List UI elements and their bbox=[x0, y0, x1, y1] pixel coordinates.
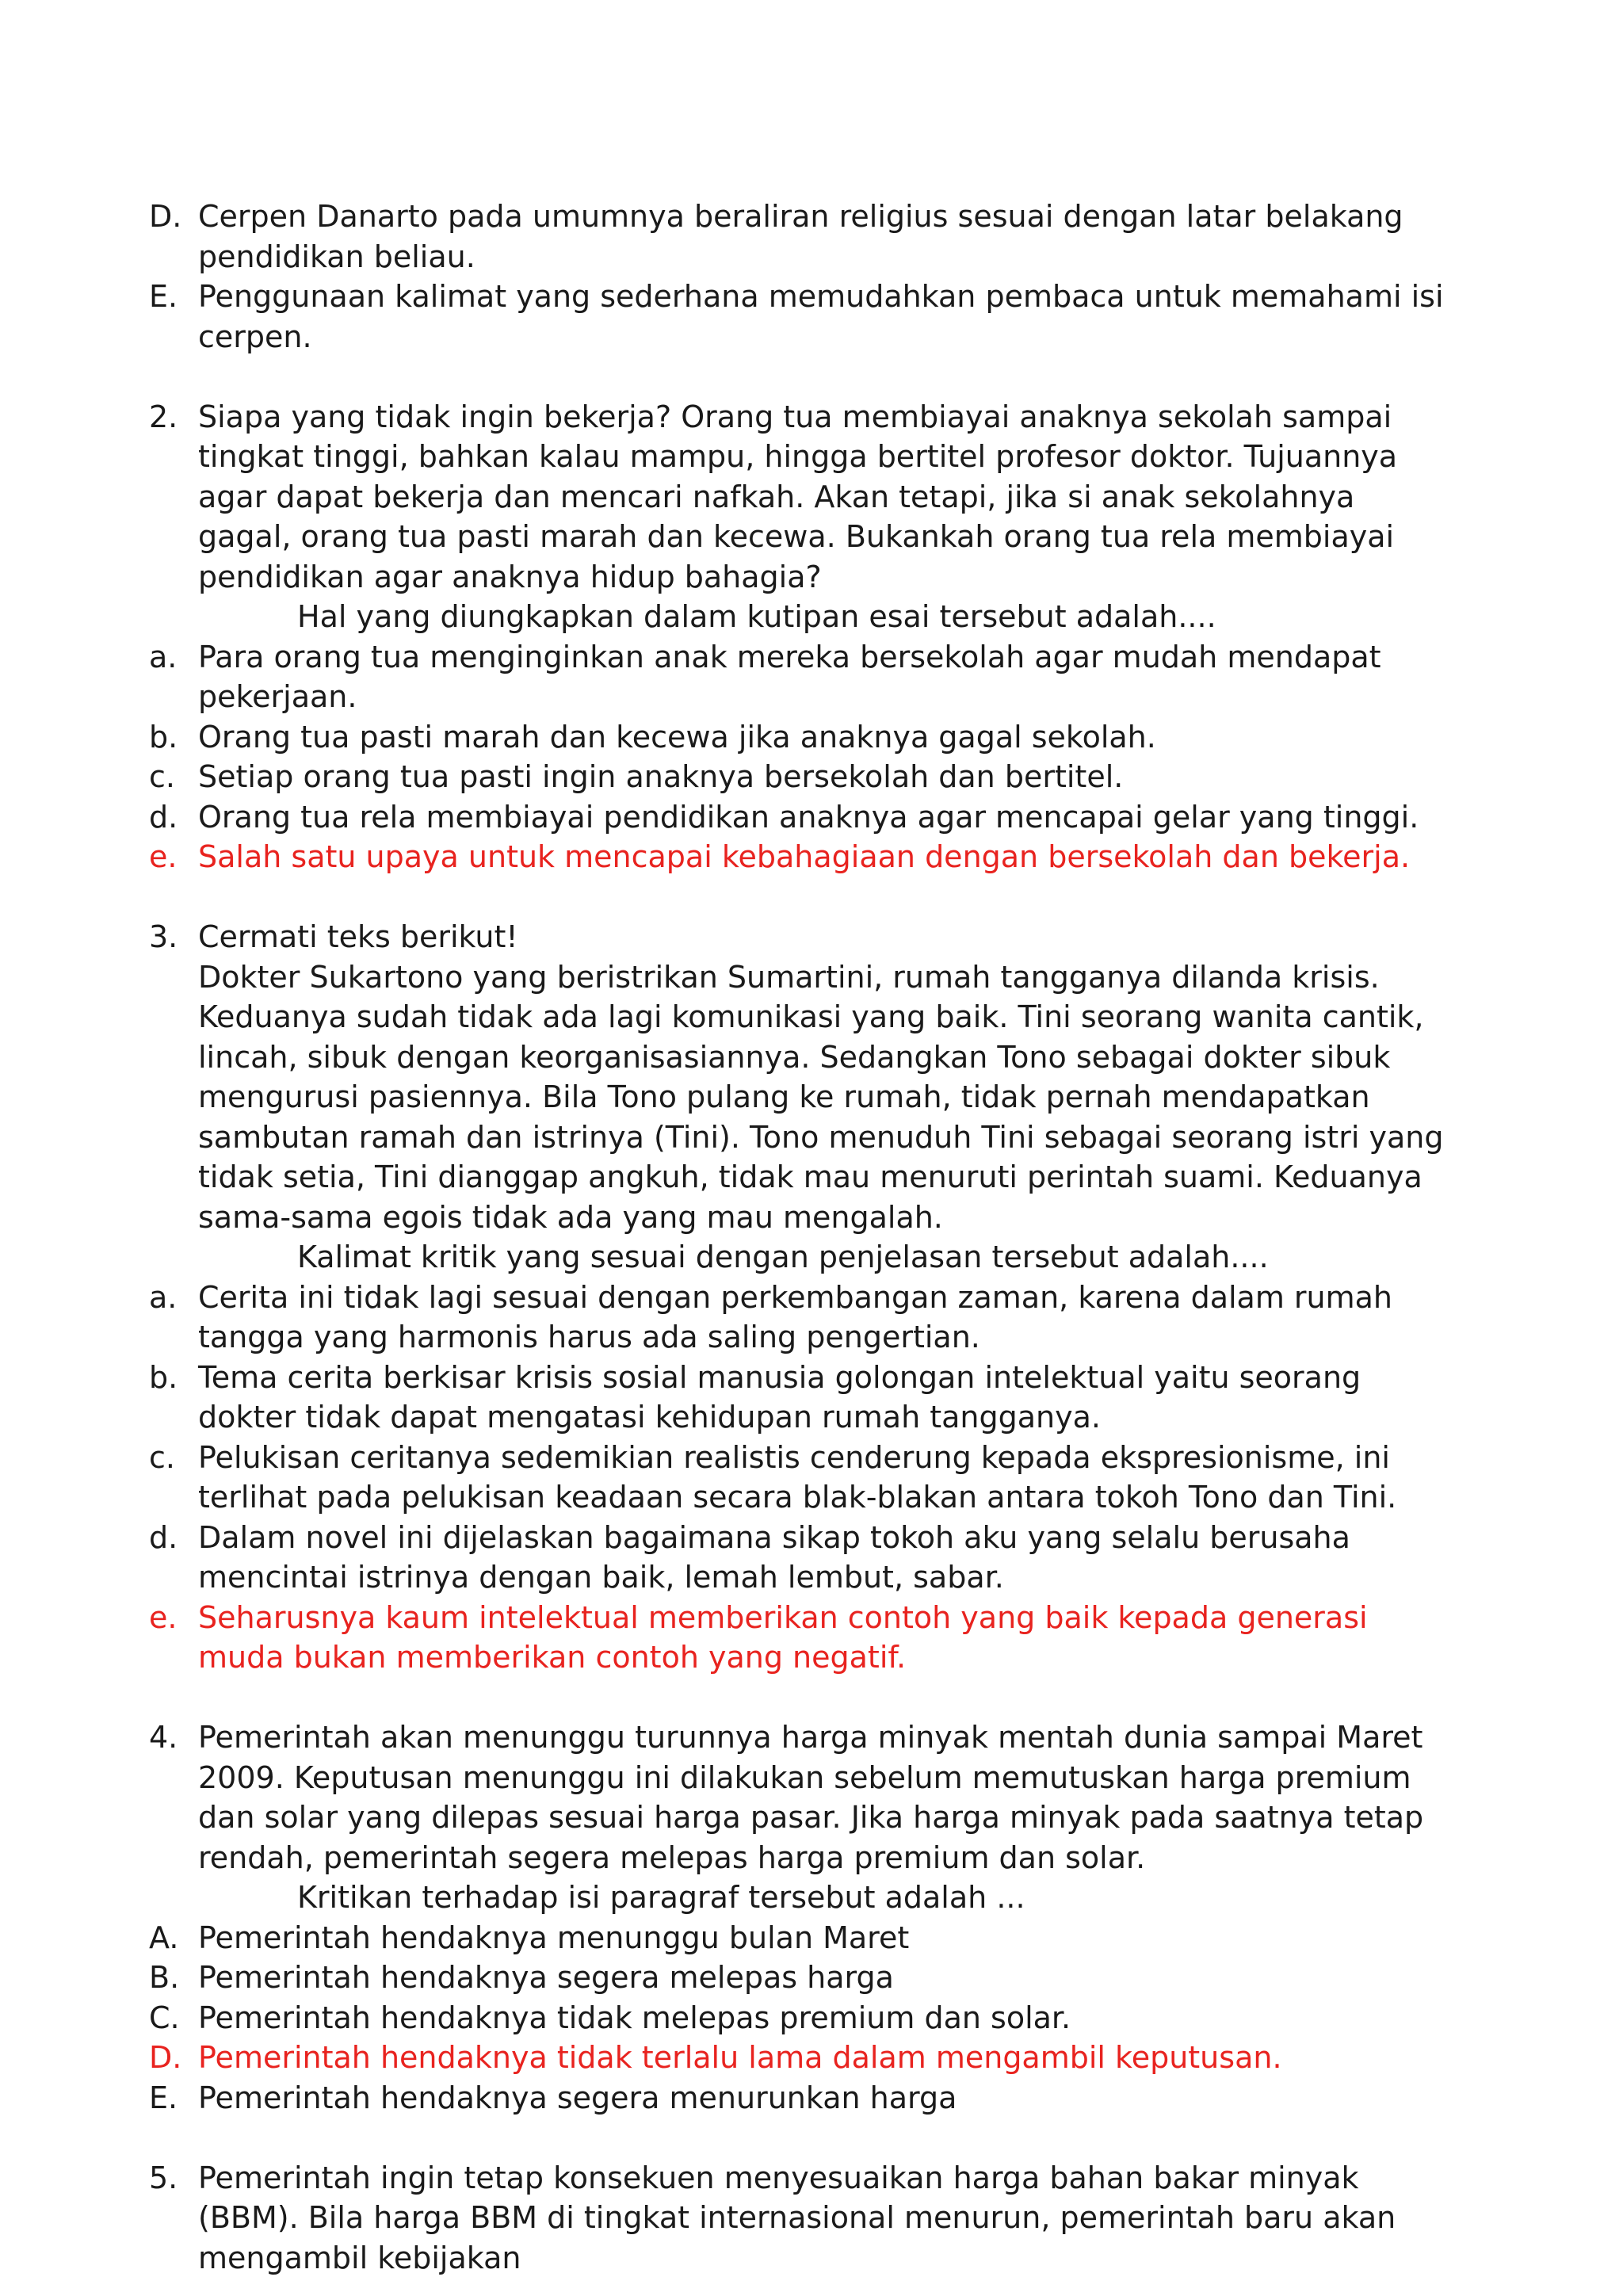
option-text: Pelukisan ceritanya sedemikian realistis cenderung kepada ekspresionisme, ini terlihat pada pelukisan keadaan secara blak-blakan antara tokoh Tono dan Tini. bbox=[198, 1439, 1397, 1515]
option-letter: D. bbox=[149, 199, 182, 234]
option-text: Pemerintah hendaknya menunggu bulan Maret bbox=[198, 1920, 910, 1955]
question-5 bbox=[149, 2158, 1457, 2279]
option-text: Pemerintah hendaknya segera menurunkan harga bbox=[198, 2080, 957, 2115]
correct-option-item bbox=[149, 1598, 1457, 1678]
option-letter: a. bbox=[149, 1279, 178, 1315]
option-text: Salah satu upaya untuk mencapai kebahagiaan dengan bersekolah dan bekerja. bbox=[198, 839, 1411, 874]
question-number: 2. bbox=[149, 399, 178, 434]
option-letter: E. bbox=[149, 279, 178, 314]
question-stem bbox=[149, 1717, 1457, 1918]
question-3 bbox=[149, 917, 1457, 1678]
option-text: Setiap orang tua pasti ingin anaknya bersekolah dan bertitel. bbox=[198, 759, 1124, 794]
top-options bbox=[149, 197, 1457, 357]
option-item bbox=[149, 1518, 1457, 1598]
correct-option-item bbox=[149, 2038, 1457, 2078]
option-letter: C. bbox=[149, 2000, 180, 2035]
question-number: 4. bbox=[149, 1720, 178, 1755]
correct-option-item bbox=[149, 837, 1457, 877]
option-item bbox=[149, 797, 1457, 838]
option-item bbox=[149, 277, 1457, 357]
spacer bbox=[149, 357, 1457, 397]
question-text: Cermati teks berikut! bbox=[198, 919, 518, 954]
spacer bbox=[149, 1678, 1457, 1718]
option-letter: e. bbox=[149, 839, 178, 874]
option-letter: b. bbox=[149, 1359, 178, 1395]
option-letter: A. bbox=[149, 1920, 179, 1955]
option-letter: E. bbox=[149, 2080, 178, 2115]
option-item bbox=[149, 1958, 1457, 1998]
option-text: Penggunaan kalimat yang sederhana memudahkan pembaca untuk memahami isi cerpen. bbox=[198, 279, 1444, 354]
option-item bbox=[149, 2078, 1457, 2118]
question-text: Pemerintah ingin tetap konsekuen menyesuaikan harga bahan bakar minyak (BBM). Bila harga BBM di tingkat internasional menurun, pemerintah baru akan mengambil kebijakan bbox=[198, 2160, 1396, 2275]
question-prompt: Hal yang diungkapkan dalam kutipan esai tersebut adalah.... bbox=[297, 599, 1216, 634]
option-letter: d. bbox=[149, 1519, 178, 1555]
option-item bbox=[149, 1918, 1457, 1958]
option-item bbox=[149, 1278, 1457, 1358]
question-stem bbox=[149, 397, 1457, 637]
option-text: Orang tua pasti marah dan kecewa jika anaknya gagal sekolah. bbox=[198, 719, 1156, 755]
option-text: Dalam novel ini dijelaskan bagaimana sikap tokoh aku yang selalu berusaha mencintai istrinya dengan baik, lemah lembut, sabar. bbox=[198, 1519, 1350, 1595]
spacer bbox=[149, 877, 1457, 918]
option-text: Pemerintah hendaknya tidak melepas premium dan solar. bbox=[198, 2000, 1071, 2035]
option-text: Cerita ini tidak lagi sesuai dengan perkembangan zaman, karena dalam rumah tangga yang harmonis harus ada saling pengertian. bbox=[198, 1279, 1393, 1354]
option-text: Pemerintah hendaknya tidak terlalu lama dalam mengambil keputusan. bbox=[198, 2040, 1282, 2075]
option-text: Cerpen Danarto pada umumnya beraliran religius sesuai dengan latar belakang pendidikan beliau. bbox=[198, 199, 1403, 274]
question-stem bbox=[149, 2158, 1457, 2279]
option-letter: b. bbox=[149, 719, 178, 755]
option-letter: a. bbox=[149, 639, 178, 674]
question-stem bbox=[149, 917, 1457, 1278]
option-item bbox=[149, 1438, 1457, 1518]
question-text: Pemerintah akan menunggu turunnya harga minyak mentah dunia sampai Maret 2009. Keputusan menunggu ini dilakukan sebelum memutuskan harga premium dan solar yang dilepas sesuai harga pasar. Jika harga minyak pada saatnya tetap rendah, pemerintah segera melepas harga premium dan solar. bbox=[198, 1720, 1424, 1875]
option-text: Tema cerita berkisar krisis sosial manusia golongan intelektual yaitu seorang dokter tidak dapat mengatasi kehidupan rumah tangganya. bbox=[198, 1359, 1361, 1435]
document-page bbox=[149, 197, 1457, 2278]
option-text: Seharusnya kaum intelektual memberikan contoh yang baik kepada generasi muda bukan memberikan contoh yang negatif. bbox=[198, 1599, 1368, 1675]
option-letter: B. bbox=[149, 1960, 180, 1995]
option-item bbox=[149, 717, 1457, 758]
option-item bbox=[149, 197, 1457, 277]
question-prompt: Kritikan terhadap isi paragraf tersebut adalah ... bbox=[297, 1880, 1025, 1915]
question-text: Siapa yang tidak ingin bekerja? Orang tua membiayai anaknya sekolah sampai tingkat tinggi, bahkan kalau mampu, hingga bertitel profesor doktor. Tujuannya agar dapat bekerja dan mencari nafkah. Akan tetapi, jika si anak sekolahnya gagal, orang tua pasti marah dan kecewa. Bukankah orang tua rela membiayai pendidikan agar anaknya hidup bahagia? bbox=[198, 399, 1398, 594]
option-item bbox=[149, 1358, 1457, 1438]
option-letter: c. bbox=[149, 1439, 175, 1475]
question-number: 3. bbox=[149, 919, 178, 954]
option-text: Orang tua rela membiayai pendidikan anaknya agar mencapai gelar yang tinggi. bbox=[198, 799, 1419, 835]
option-item bbox=[149, 1998, 1457, 2038]
question-2 bbox=[149, 397, 1457, 877]
question-number: 5. bbox=[149, 2160, 178, 2195]
option-item bbox=[149, 757, 1457, 797]
question-4 bbox=[149, 1717, 1457, 2118]
option-letter: c. bbox=[149, 759, 175, 794]
question-prompt: Kalimat kritik yang sesuai dengan penjelasan tersebut adalah.... bbox=[297, 1240, 1269, 1274]
option-letter: D. bbox=[149, 2040, 182, 2075]
option-text: Pemerintah hendaknya segera melepas harga bbox=[198, 1960, 894, 1995]
option-letter: d. bbox=[149, 799, 178, 835]
question-passage: Dokter Sukartono yang beristrikan Sumartini, rumah tangganya dilanda krisis. Keduanya sudah tidak ada lagi komunikasi yang baik. Tini seorang wanita cantik, lincah, sibuk dengan keorganisasiannya. Sedangkan Tono sebagai dokter sibuk mengurusi pasiennya. Bila Tono pulang ke rumah, tidak pernah mendapatkan sambutan ramah dan istrinya (Tini). Tono menuduh Tini sebagai seorang istri yang tidak setia, Tini dianggap angkuh, tidak mau menuruti perintah suami. Keduanya sama-sama egois tidak ada yang mau mengalah. bbox=[198, 959, 1444, 1235]
option-item bbox=[149, 637, 1457, 717]
option-letter: e. bbox=[149, 1599, 178, 1635]
option-text: Para orang tua menginginkan anak mereka bersekolah agar mudah mendapat pekerjaan. bbox=[198, 639, 1381, 714]
spacer bbox=[149, 2118, 1457, 2158]
